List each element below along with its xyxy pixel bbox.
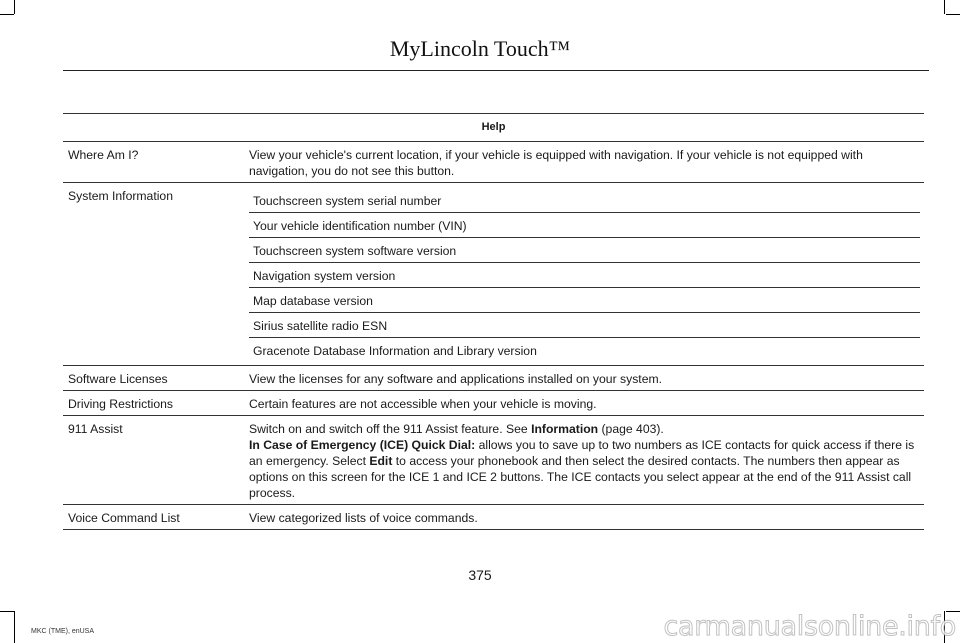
list-item: Gracenote Database Information and Library version	[253, 344, 537, 358]
row-description: View categorized lists of voice commands.	[244, 505, 924, 530]
edit-keyword: Edit	[369, 454, 393, 468]
ice-paragraph	[249, 437, 920, 501]
document-code: MKC (TME), enUSA	[31, 628, 95, 635]
assist-text: Switch on and switch off the 911 Assist feature. See	[249, 422, 532, 436]
list-item: Navigation system version	[249, 263, 920, 288]
ice-heading: In Case of Emergency (ICE) Quick Dial:	[249, 438, 476, 452]
row-label: 911 Assist	[63, 416, 244, 505]
table-row	[63, 366, 924, 391]
table-row	[63, 183, 924, 366]
list-item: Your vehicle identification number (VIN)	[249, 213, 920, 238]
table-row	[63, 391, 924, 416]
row-label: System Information	[63, 183, 244, 366]
page-title: MyLincoln Touch™	[389, 36, 571, 61]
list-item: Touchscreen system software version	[249, 238, 920, 263]
ice-text: to access your phonebook and then select the desired contacts. The numbers then appear as options on this screen for the ICE 1 and ICE 2 buttons. The ICE contacts you select appear at the end of the 911 Assist call process.	[249, 454, 912, 500]
row-description: View your vehicle's current location, if your vehicle is equipped with navigation. If your vehicle is not equipped with navigation, you do not see this button.	[244, 142, 924, 183]
crop-mark	[944, 0, 945, 14]
table-row	[63, 505, 924, 530]
row-label: Software Licenses	[63, 366, 244, 391]
information-link[interactable]: Information	[531, 422, 599, 436]
assist-line	[249, 421, 920, 437]
system-info-list	[244, 183, 924, 366]
watermark: carmanualsonline.info	[663, 611, 956, 642]
row-label: Driving Restrictions	[63, 391, 244, 416]
row-label: Where Am I?	[63, 142, 244, 183]
row-description	[244, 416, 924, 505]
header-divider	[63, 70, 929, 71]
crop-mark	[0, 14, 14, 15]
crop-mark	[14, 0, 15, 14]
ice-text: allows you to save up to two numbers as ICE contacts for quick access if there is an emergency. Select	[249, 438, 915, 468]
table-row	[63, 142, 924, 183]
row-description: Certain features are not accessible when your vehicle is moving.	[244, 391, 924, 416]
crop-mark	[946, 14, 960, 15]
table-header-row	[63, 114, 924, 142]
crop-mark	[14, 611, 15, 643]
list-item: Touchscreen system serial number	[249, 188, 920, 213]
page-number: 375	[468, 567, 492, 583]
list-item: Map database version	[249, 288, 920, 313]
list-item: Sirius satellite radio ESN	[249, 313, 920, 338]
table-heading: Help	[63, 114, 924, 142]
page-reference: (page 403).	[598, 422, 664, 436]
crop-mark	[0, 611, 14, 612]
help-table	[63, 113, 924, 530]
row-label: Voice Command List	[63, 505, 244, 530]
table-row	[63, 416, 924, 505]
row-description: View the licenses for any software and applications installed on your system.	[244, 366, 924, 391]
